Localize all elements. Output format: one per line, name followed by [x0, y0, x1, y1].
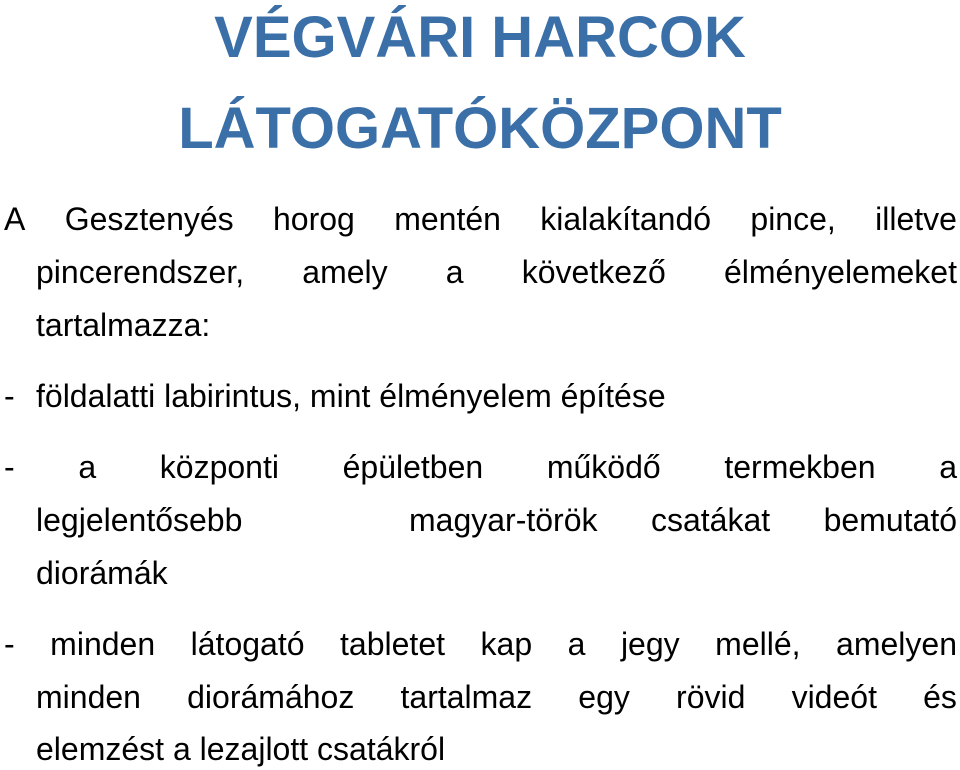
bullet-3-line-1: - minden látogató tabletet kap a jegy mellé, amelyen [4, 626, 957, 662]
bullet-2-line-1: - a központi épületben működő termekben a [4, 449, 957, 485]
bullet-3-line-3: elemzést a lezajlott csatákról [36, 731, 446, 767]
intro-line-1: A Gesztenyés horog mentén kialakítandó pince, illetve [4, 201, 957, 237]
intro-line-2: pincerendszer, amely a következő élményelemeket [36, 254, 957, 290]
bullet-1-text: földalatti labirintus, mint élményelem építése [36, 378, 666, 414]
bullet-2-line-2-right: magyar-török csatákat bemutató [409, 502, 957, 538]
bullet-2-line-3: diorámák [36, 555, 168, 591]
page-title-line-2: LÁTOGATÓKÖZPONT [178, 96, 782, 161]
bullet-3-line-2: minden diorámához tartalmaz egy rövid videót és [36, 679, 957, 715]
bullet-1-dash: - [4, 378, 15, 414]
page-title-line-1: VÉGVÁRI HARCOK [214, 5, 746, 70]
intro-line-3: tartalmazza: [36, 307, 211, 343]
bullet-2-line-2-left: legjelentősebb [36, 502, 243, 538]
